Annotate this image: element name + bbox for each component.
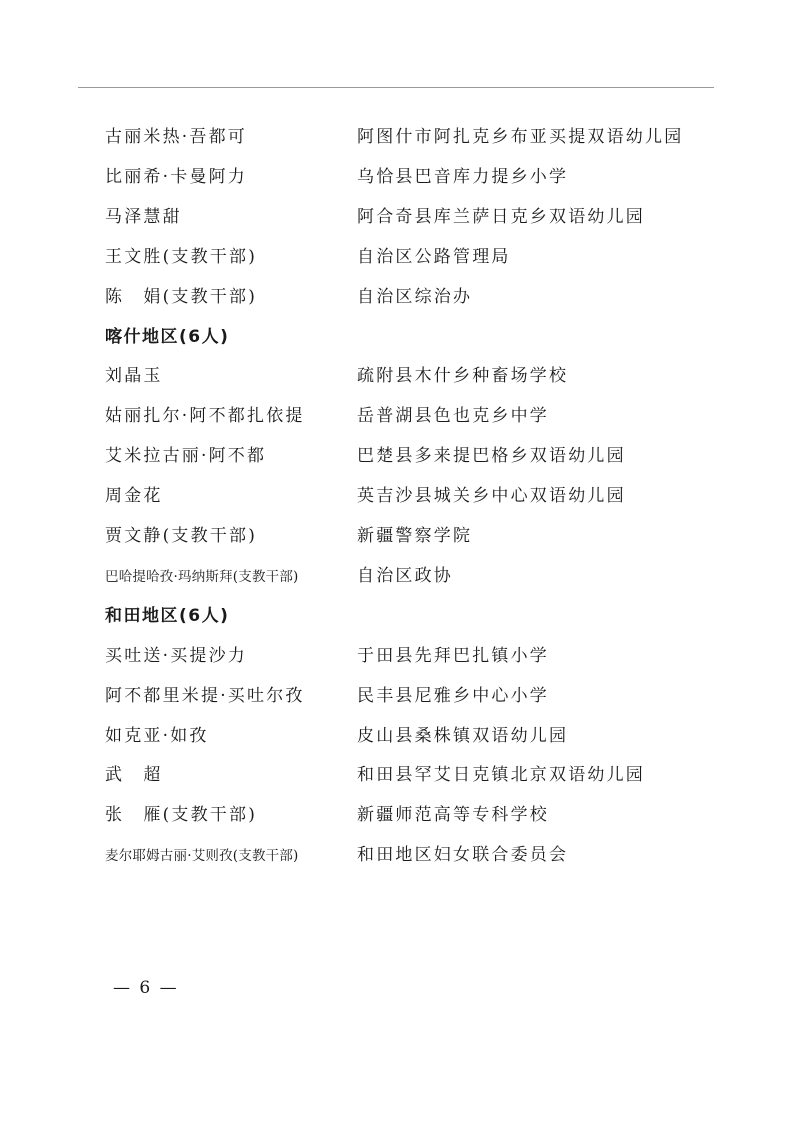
- person-name: 艾米拉古丽·阿不都: [105, 446, 267, 467]
- organization-name: 民丰县尼雅乡中心小学: [357, 685, 549, 706]
- list-item: [105, 441, 725, 471]
- person-name: 武 超: [105, 765, 163, 786]
- person-name: 王文胜(支教干部): [105, 246, 258, 267]
- list-item: [105, 122, 725, 152]
- person-name: 张 雁(支教干部): [105, 805, 258, 826]
- organization-name: 新疆师范高等专科学校: [357, 805, 549, 826]
- organization-name: 于田县先拜巴扎镇小学: [357, 645, 549, 666]
- person-name: 刘晶玉: [105, 366, 163, 387]
- list-item: [105, 760, 725, 790]
- organization-name: 自治区政协: [357, 565, 453, 586]
- organization-name: 英吉沙县城关乡中心双语幼儿园: [357, 486, 626, 507]
- list-item: [105, 242, 725, 272]
- organization-name: 自治区公路管理局: [357, 246, 511, 267]
- person-name: 比丽希·卡曼阿力: [105, 166, 248, 187]
- list-item: [105, 561, 725, 591]
- list-item: [105, 401, 725, 431]
- organization-name: 乌恰县巴音库力提乡小学: [357, 166, 569, 187]
- organization-name: 和田地区妇女联合委员会: [357, 845, 569, 866]
- list-item: [105, 202, 725, 232]
- header-rule: [78, 87, 714, 88]
- list-item: [105, 681, 725, 711]
- person-name: 买吐送·买提沙力: [105, 645, 248, 666]
- page-number: — 6 —: [113, 978, 179, 998]
- person-name: 古丽米热·吾都可: [105, 127, 248, 147]
- person-name: 贾文静(支教干部): [105, 526, 258, 546]
- person-name: 陈 娟(支教干部): [105, 286, 258, 307]
- organization-name: 阿合奇县库兰萨日克乡双语幼儿园: [357, 206, 645, 227]
- organization-name: 阿图什市阿扎克乡布亚买提双语幼儿园: [357, 127, 684, 147]
- organization-name: 新疆警察学院: [357, 526, 473, 546]
- list-item: [105, 641, 725, 671]
- section-heading: 和田地区(6人): [105, 605, 230, 626]
- section-heading: 喀什地区(6人): [105, 326, 230, 347]
- person-name: 巴哈提哈孜·玛纳斯拜(支教干部): [105, 568, 299, 585]
- person-name: 周金花: [105, 486, 163, 507]
- organization-name: 和田县罕艾日克镇北京双语幼儿园: [357, 765, 645, 786]
- list-item: [105, 721, 725, 751]
- list-item: [105, 282, 725, 312]
- person-name: 姑丽扎尔·阿不都扎依提: [105, 406, 305, 427]
- organization-name: 皮山县桑株镇双语幼儿园: [357, 725, 569, 746]
- organization-name: 自治区综治办: [357, 286, 473, 307]
- list-item: [105, 521, 725, 551]
- person-name: 麦尔耶姆古丽·艾则孜(支教干部): [105, 848, 299, 865]
- person-name: 阿不都里米提·买吐尔孜: [105, 685, 305, 706]
- person-name: 马泽慧甜: [105, 206, 182, 227]
- organization-name: 巴楚县多来提巴格乡双语幼儿园: [357, 446, 626, 467]
- list-item: [105, 481, 725, 511]
- organization-name: 疏附县木什乡种畜场学校: [357, 366, 569, 387]
- list-item: [105, 162, 725, 192]
- person-name: 如克亚·如孜: [105, 725, 209, 746]
- list-item: [105, 361, 725, 391]
- organization-name: 岳普湖县色也克乡中学: [357, 406, 549, 427]
- list-item: [105, 800, 725, 830]
- list-item: [105, 840, 725, 870]
